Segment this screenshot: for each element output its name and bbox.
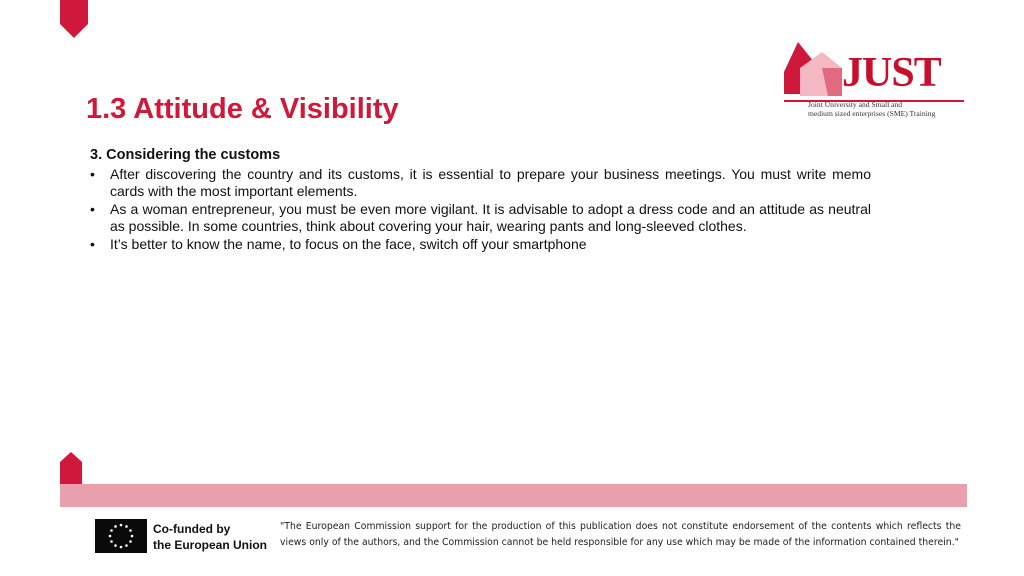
eu-star xyxy=(129,540,132,543)
eu-star xyxy=(120,546,123,549)
slide-content xyxy=(90,147,871,253)
eu-star xyxy=(125,544,128,547)
eu-star xyxy=(109,535,112,538)
page-title: 1.3 Attitude & Visibility xyxy=(86,93,399,125)
eu-star xyxy=(114,544,117,547)
bullet-list xyxy=(90,166,871,254)
footer-band xyxy=(60,484,967,507)
eu-label-line2: the European Union xyxy=(153,538,267,552)
eu-star xyxy=(131,535,134,538)
top-bookmark-marker xyxy=(60,0,88,38)
band-bookmark-marker xyxy=(60,452,82,484)
eu-star xyxy=(120,524,123,527)
eu-star xyxy=(114,525,117,528)
section-heading: 3. Considering the customs xyxy=(90,147,281,163)
eu-star xyxy=(129,529,132,532)
disclaimer-text: "The European Commission support for the production of this publication does not constitute endorsement of the contents which reflects the views only of the authors, and the Commission cannot be held responsible for any use which may be made of the information contained therein." xyxy=(280,521,961,548)
eu-star xyxy=(110,540,113,543)
logo-wordmark: JUST xyxy=(842,50,941,96)
eu-label-line1: Co-funded by xyxy=(153,522,231,536)
bullet-item: • It’s better to know the name, to focus on the face, switch off your smartphone xyxy=(90,236,871,254)
eu-flag-icon xyxy=(95,519,147,553)
eu-star xyxy=(125,525,128,528)
bullet-item: • After discovering the country and its customs, it is essential to prepare your business meetings. You must write memo cards with the most important elements. xyxy=(90,166,871,201)
eu-cofunded-label xyxy=(153,521,273,553)
logo-subtitle: Joint University and Small and medium sized enterprises (SME) Training xyxy=(808,100,936,118)
bullet-item: • As a woman entrepreneur, you must be even more vigilant. It is advisable to adopt a dress code and an attitude as neutral as possible. In some countries, think about covering your hair, wearing pants and long-sleeved clothes. xyxy=(90,201,871,236)
eu-star xyxy=(110,529,113,532)
